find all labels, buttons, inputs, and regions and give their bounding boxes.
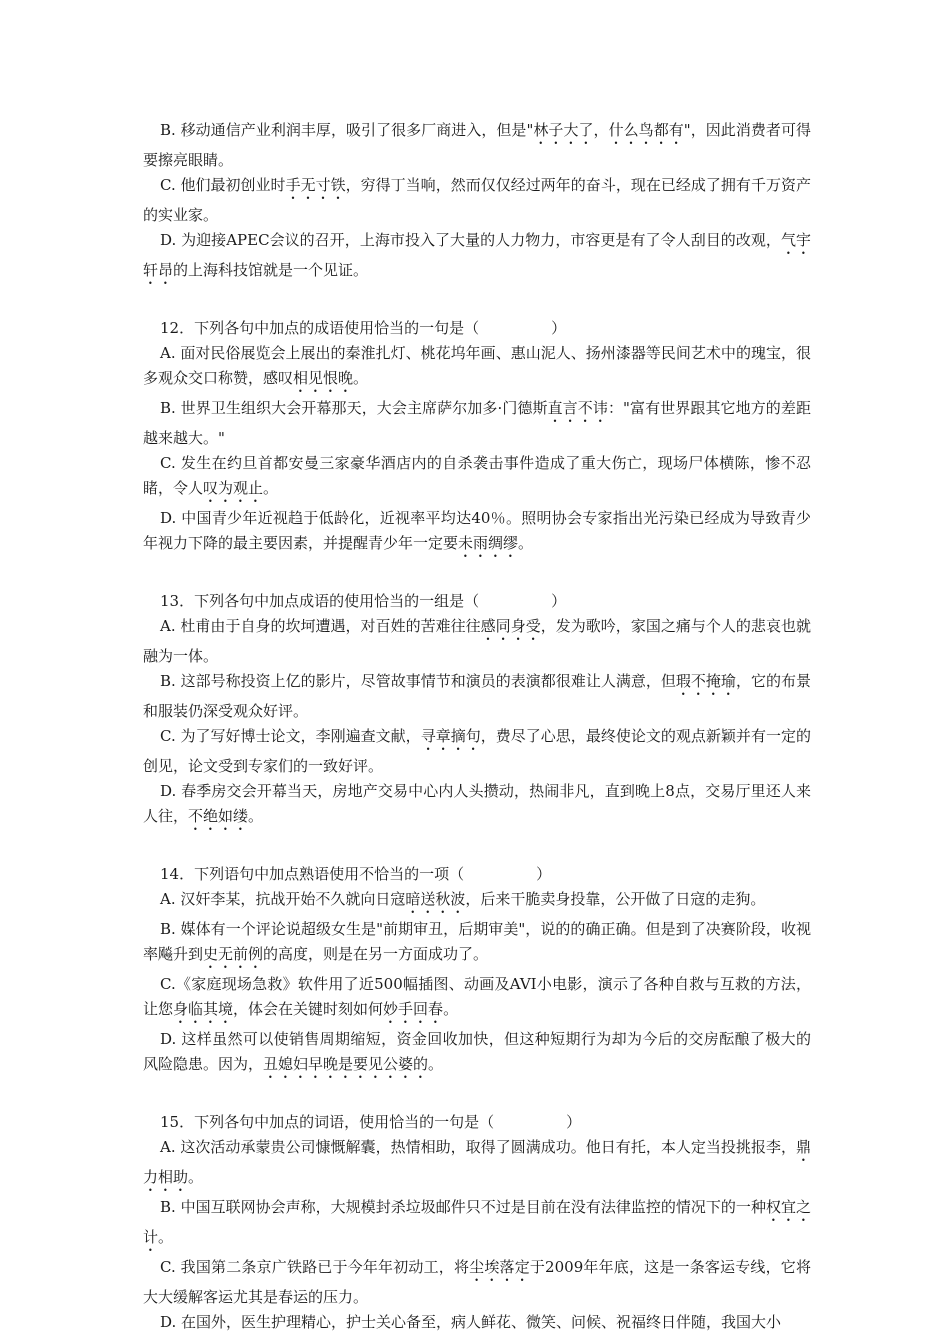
option-text: 。 (248, 807, 264, 825)
option-text: A. 这次活动承蒙贵公司慷慨解囊，热情相助，取得了圆满成功。他日有托，本人定当投挑报李， (160, 1138, 796, 1156)
option-text: B. 媒体有一个评论说超级女生是"前期审丑，后期审美"，说的的确正确。但是到了决赛阶段，收视率飚升到 (143, 920, 811, 963)
option-text: 。 (263, 479, 279, 497)
emphasized-phrase: 暗送秋波 (405, 890, 466, 908)
option-c (143, 173, 811, 228)
question-text: 15．下列各句中加点的词语，使用恰当的一句是（ (160, 1113, 495, 1131)
option-a (143, 614, 811, 669)
question-paren-close: ） (551, 319, 567, 337)
emphasized-phrase: 寻章摘句 (420, 727, 481, 745)
option-c (143, 724, 811, 779)
emphasized-phrase: 不绝如缕 (188, 807, 249, 825)
emphasized-phrase: 丑媳妇早晚是要见公婆的 (263, 1055, 429, 1073)
option-text: C. 他们最初创业时 (160, 176, 286, 194)
option-c (143, 972, 811, 1027)
question-block (143, 118, 811, 288)
option-text: C. 发生在约旦首都安曼三家豪华酒店内的自杀袭击事件造成了重大伤亡，现场尸体横陈，惨不忍睹，令人 (143, 454, 811, 497)
option-text: 的上海科技馆就是一个见证。 (173, 261, 369, 279)
question-paren-close: ） (566, 1113, 582, 1131)
emphasized-phrase: 妙手回春 (383, 1000, 444, 1018)
emphasized-phrase: 气宇轩昂 (143, 231, 811, 279)
option-c (143, 451, 811, 506)
option-b (143, 396, 811, 451)
option-text: D. 春季房交会开幕当天，房地产交易中心内人头攒动，热闹非凡，直到晚上8点，交易厅里还人来人往， (143, 782, 811, 825)
option-text: 。 (518, 534, 534, 552)
option-text: 。 (428, 1055, 444, 1073)
option-d (143, 1310, 811, 1335)
option-text: A. 汉奸李某，抗战开始不久就向日寇 (160, 890, 406, 908)
emphasized-phrase: 鼎力相助 (143, 1138, 811, 1186)
option-text: C. 为了写好博士论文，李刚遍查文献， (160, 727, 421, 745)
emphasized-phrase: 叹为观止 (203, 479, 264, 497)
option-d (143, 506, 811, 561)
option-text: D. 这样虽然可以使销售周期缩短，资金回收加快，但这种短期行为却为今后的交房酝酿了极大的风险隐患。因为， (143, 1030, 811, 1073)
option-text: C.《家庭现场急救》软件用了近500幅插图、动画及AVI小电影，演示了各种自救与互救的方法，让您 (143, 975, 811, 1018)
question-block (143, 862, 811, 1082)
option-text: ，发为歌吟，家国之痛与个人的悲哀也就融为一体。 (143, 617, 811, 665)
question-text: 13．下列各句中加点成语的使用恰当的一组是（ (160, 592, 480, 610)
option-d (143, 228, 811, 288)
option-a (143, 341, 811, 396)
option-text: A. 杜甫由于自身的坎坷遭遇，对百姓的苦难往往 (160, 617, 481, 635)
option-b (143, 1195, 811, 1255)
emphasized-phrase: 史无前例 (203, 945, 264, 963)
option-text: ，它的布景和服装仍深受观众好评。 (143, 672, 811, 720)
question-text: 12．下列各句中加点的成语使用恰当的一句是（ (160, 319, 480, 337)
emphasized-phrase: 相见恨晚 (293, 369, 354, 387)
emphasized-phrase: 感同身受 (480, 617, 541, 635)
option-text: ，后来干脆卖身投靠，公开做了日寇的走狗。 (465, 890, 766, 908)
option-text: ，体会在关键时刻如何 (233, 1000, 384, 1018)
option-d (143, 1027, 811, 1082)
option-text: B. 这部号称投资上亿的影片，尽管故事情节和演员的表演都很难让人满意，但 (160, 672, 676, 690)
question-block (143, 589, 811, 834)
emphasized-phrase: 瑕不掩瑜 (675, 672, 736, 690)
option-a (143, 1135, 811, 1195)
question-paren-close: ） (536, 865, 552, 883)
option-text: 。 (188, 1168, 204, 1186)
question-block (143, 316, 811, 561)
emphasized-phrase: 直言不讳 (547, 399, 608, 417)
emphasized-phrase: 手无寸铁 (285, 176, 346, 194)
exam-content (143, 118, 811, 1335)
option-text: 于2009年年底，这是一条客运专线，它将大大缓解客运尤其是春运的压力。 (143, 1258, 811, 1306)
option-a (143, 887, 811, 917)
option-text: B. 世界卫生组织大会开幕那天，大会主席萨尔加多·门德斯 (160, 399, 548, 417)
question-stem (143, 589, 811, 614)
option-b (143, 118, 811, 173)
option-text: B. 中国互联网协会声称，大规模封杀垃圾邮件只不过是目前在没有法律监控的情况下的一种 (160, 1198, 766, 1216)
question-stem (143, 862, 811, 887)
option-d (143, 779, 811, 834)
question-stem (143, 316, 811, 341)
option-text: ："富有世界跟其它地方的差距越来越大。" (143, 399, 811, 447)
option-b (143, 669, 811, 724)
option-text: D. 为迎接APEC会议的召开，上海市投入了大量的人力物力，市容更是有了令人刮目的改观， (160, 231, 781, 249)
option-text: ，穷得丁当响，然而仅仅经过两年的奋斗，现在已经成了拥有千万资产的实业家。 (143, 176, 811, 224)
option-text: 的高度，则是在另一方面成功了。 (263, 945, 489, 963)
option-text: D. 中国青少年近视趋于低龄化，近视率平均达40％。照明协会专家指出光污染已经成为导致青少年视力下降的最主要因素，并提醒青少年一定要 (143, 509, 811, 552)
option-text: B. 移动通信产业利润丰厚，吸引了很多厂商进入，但是" (160, 121, 534, 139)
question-block (143, 1110, 811, 1335)
option-text: 。 (353, 369, 369, 387)
option-text: "，因此消费者可得要擦亮眼睛。 (143, 121, 811, 169)
emphasized-phrase: 身临其境 (173, 1000, 234, 1018)
emphasized-phrase: 林子大了，什么鸟都有 (533, 121, 684, 139)
option-c (143, 1255, 811, 1310)
option-text: D. 在国外，医生护理精心，护士关心备至，病人鲜花、微笑、问候、祝福终日伴随，我国大小 (160, 1313, 782, 1331)
emphasized-phrase: 尘埃落定 (469, 1258, 530, 1276)
question-stem (143, 1110, 811, 1135)
option-text: 。 (158, 1228, 174, 1246)
emphasized-phrase: 未雨绸缪 (458, 534, 519, 552)
option-text: C. 我国第二条京广铁路已于今年年初动工，将 (160, 1258, 470, 1276)
question-text: 14．下列语句中加点熟语使用不恰当的一项（ (160, 865, 465, 883)
option-text: ，费尽了心思，最终使论文的观点新颖并有一定的创见，论文受到专家们的一致好评。 (143, 727, 811, 775)
question-paren-close: ） (551, 592, 567, 610)
option-b (143, 917, 811, 972)
option-text: A. 面对民俗展览会上展出的秦淮扎灯、桃花坞年画、惠山泥人、扬州漆器等民间艺术中的瑰宝，很多观众交口称赞，感叹 (143, 344, 811, 387)
option-text: 。 (443, 1000, 459, 1018)
emphasized-phrase: 权宜之计 (143, 1198, 811, 1246)
